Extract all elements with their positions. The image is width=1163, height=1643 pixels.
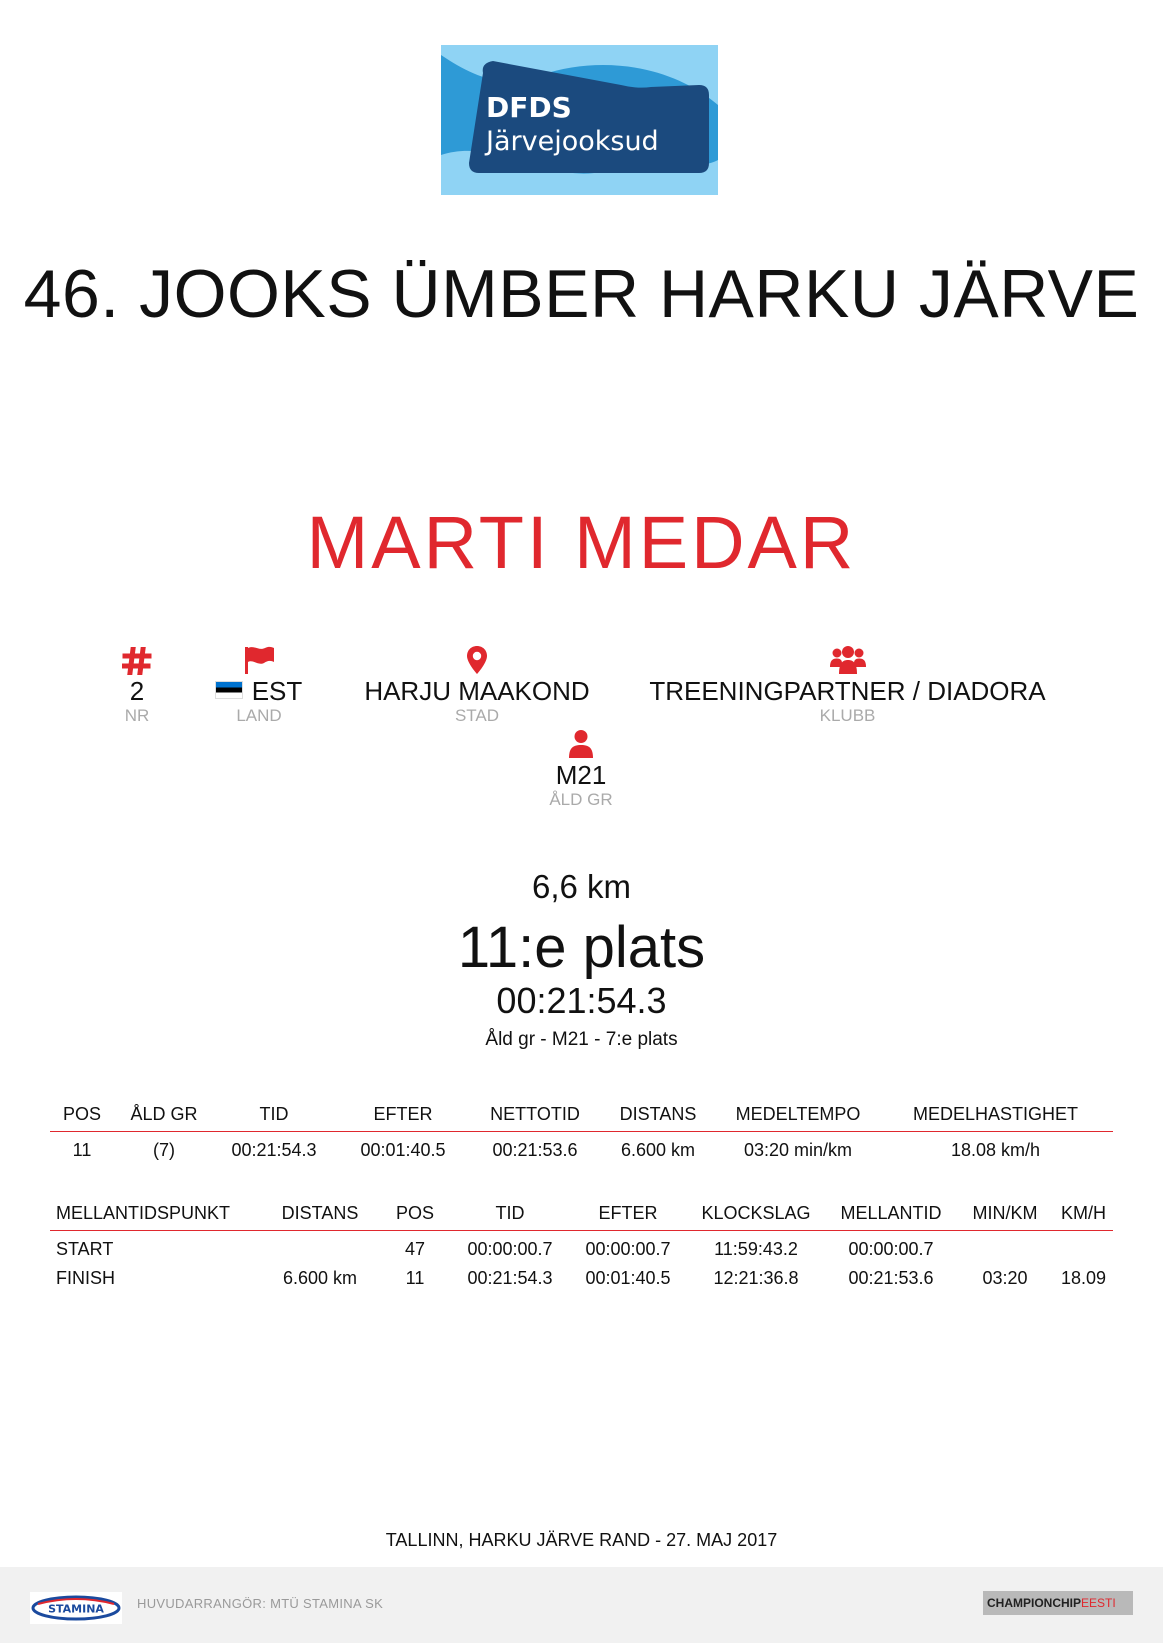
hash-icon (122, 647, 152, 675)
event-title: 46. JOOKS ÜMBER HARKU JÄRVE (23, 256, 1140, 332)
column-header: TID (450, 1203, 570, 1231)
table-cell: 11 (72, 1140, 92, 1160)
logo-text-dfds: DFDS (486, 91, 572, 124)
table-cell: 03:20 (982, 1268, 1028, 1288)
info-nr-label: NR (124, 706, 150, 725)
column-header: TID (214, 1104, 334, 1132)
athlete-name: MARTI MEDAR (306, 501, 857, 584)
table-cell: FINISH (56, 1268, 116, 1288)
table-cell: 00:00:00.7 (848, 1239, 934, 1259)
user-icon (568, 729, 594, 759)
info-stad-label: STAD (454, 706, 500, 725)
column-header: EFTER (334, 1104, 472, 1132)
table-row (50, 1260, 1113, 1289)
info-klubb-value: TREENINGPARTNER / DIADORA (649, 676, 1046, 706)
info-land-label: LAND (236, 706, 282, 725)
table-cell: 11:59:43.2 (714, 1239, 798, 1259)
finish-time: 00:21:54.3 (496, 980, 667, 1021)
info-stad-value: HARJU MAAKOND (364, 676, 590, 706)
footer (0, 1567, 1163, 1643)
column-header: KM/H (1054, 1203, 1113, 1231)
info-ald-gr-label: ÅLD GR (549, 790, 613, 809)
championchip-logo (983, 1591, 1133, 1615)
table-cell: 00:21:53.6 (492, 1140, 578, 1160)
column-header: MIN/KM (956, 1203, 1054, 1231)
column-header: MELLANTID (826, 1203, 956, 1231)
table-cell: 18.08 km/h (950, 1140, 1041, 1160)
table-cell: 6.600 km (620, 1140, 696, 1160)
table-cell: START (56, 1239, 114, 1259)
info-nr (97, 645, 177, 725)
table-cell: 12:21:36.8 (713, 1268, 799, 1288)
column-header: DISTANS (260, 1203, 380, 1231)
table-cell: 00:21:53.6 (848, 1268, 934, 1288)
championchip-logo-eesti: EESTI (1081, 1596, 1116, 1610)
table-cell: 18.09 (1060, 1268, 1107, 1288)
table-cell (260, 1231, 380, 1261)
map-marker-icon (466, 645, 488, 675)
stamina-logo-text: STAMINA (48, 1602, 104, 1616)
info-klubb-label: KLUBB (819, 706, 876, 725)
column-header: MEDELHASTIGHET (878, 1104, 1113, 1132)
table-cell (1054, 1231, 1113, 1261)
column-header: DISTANS (598, 1104, 718, 1132)
table-cell: 00:00:00.7 (467, 1239, 553, 1259)
column-header: ÅLD GR (114, 1104, 214, 1132)
info-klubb (640, 645, 1055, 725)
splits-table (50, 1203, 1113, 1289)
logo-text-jarvejooksud: Järvejooksud (486, 126, 659, 157)
table-cell: 6.600 km (282, 1268, 358, 1288)
column-header: EFTER (570, 1203, 686, 1231)
results-table (50, 1104, 1113, 1161)
table-cell: 00:21:54.3 (467, 1268, 553, 1288)
table-cell: 00:01:40.5 (360, 1140, 446, 1160)
info-land-value: EST (251, 676, 303, 706)
age-group-place: Åld gr - M21 - 7:e plats (485, 1029, 678, 1050)
info-ald-gr-value: M21 (555, 760, 607, 790)
users-icon (830, 645, 866, 675)
table-cell (956, 1231, 1054, 1261)
table-row (50, 1132, 1113, 1162)
table-row (50, 1231, 1113, 1261)
splits-header-row (50, 1203, 1113, 1231)
race-distance: 6,6 km (531, 868, 632, 905)
table-cell: 47 (404, 1239, 426, 1259)
table-cell: 11 (405, 1268, 425, 1288)
flag-icon (242, 645, 276, 675)
estonia-flag-icon (216, 682, 242, 698)
info-stad (337, 645, 617, 725)
table-cell: (7) (153, 1140, 175, 1160)
table-cell: 00:00:00.7 (585, 1239, 671, 1259)
table-cell: 00:21:54.3 (231, 1140, 317, 1160)
column-header: POS (380, 1203, 450, 1231)
stamina-logo (30, 1592, 122, 1624)
column-header: NETTOTID (472, 1104, 598, 1132)
info-nr-value: 2 (129, 676, 145, 706)
venue-date: TALLINN, HARKU JÄRVE RAND - 27. MAJ 2017 (385, 1530, 778, 1550)
table-cell: 03:20 min/km (743, 1140, 853, 1160)
column-header: POS (50, 1104, 114, 1132)
info-ald-gr (521, 729, 641, 809)
column-header: MEDELTEMPO (718, 1104, 878, 1132)
organizer: HUVUDARRANGÖR: MTÜ STAMINA SK (137, 1596, 384, 1611)
results-header-row (50, 1104, 1113, 1132)
championchip-logo-text: CHAMPIONCHIP (987, 1596, 1082, 1610)
dfds-jarvejooksud-logo (441, 45, 718, 195)
column-header: MELLANTIDSPUNKT (50, 1203, 260, 1231)
table-cell: 00:01:40.5 (585, 1268, 671, 1288)
overall-place: 11:e plats (457, 915, 706, 980)
info-land (199, 645, 319, 725)
column-header: KLOCKSLAG (686, 1203, 826, 1231)
